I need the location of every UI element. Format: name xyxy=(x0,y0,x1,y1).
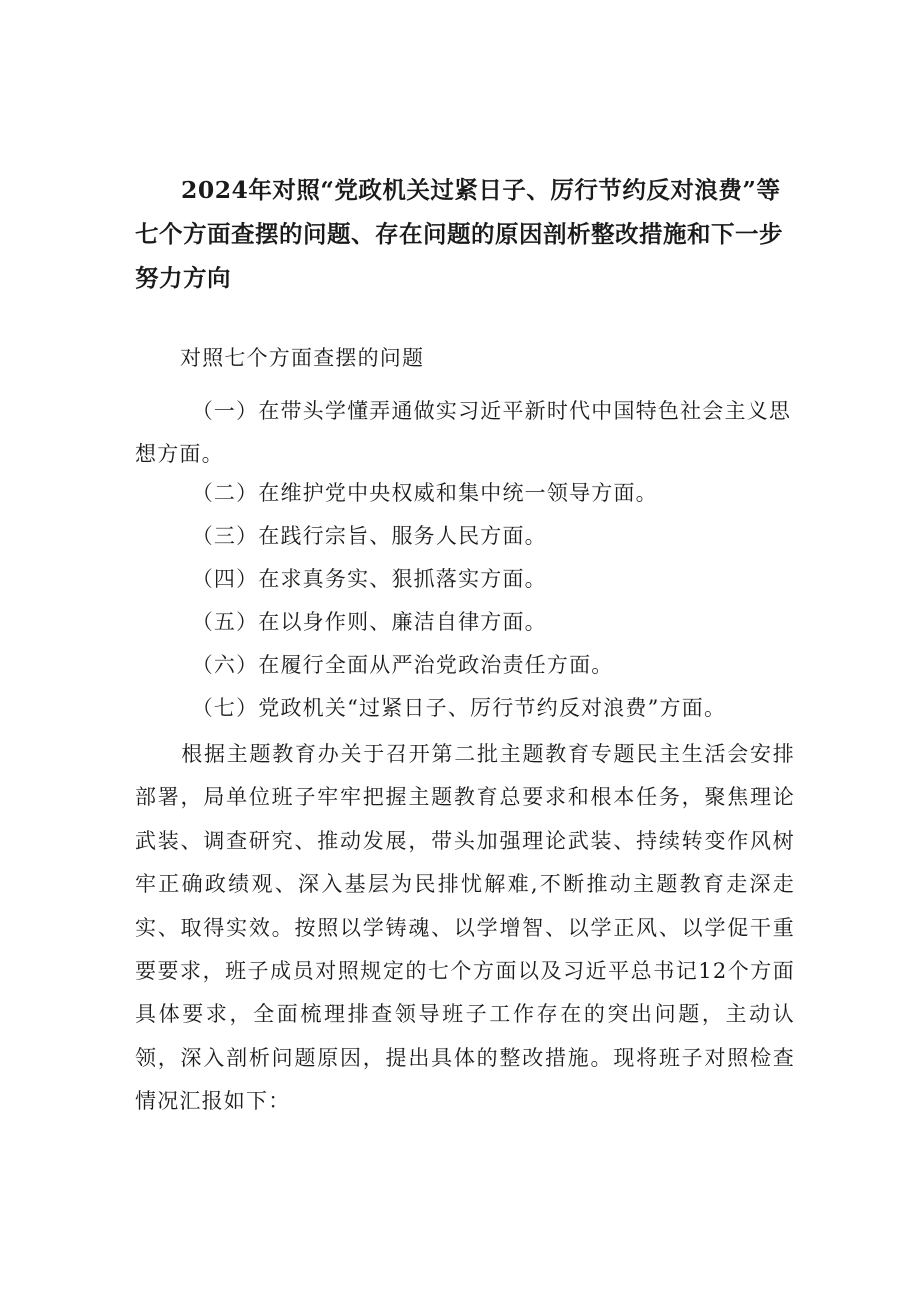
section-heading: 对照七个方面查摆的问题 xyxy=(180,346,425,370)
list-item: （七）党政机关“过紧日子、厉行节约反对浪费”方面。 xyxy=(191,696,727,720)
list-item: （六）在履行全面从严治党政治责任方面。 xyxy=(191,653,614,677)
list-item: （四）在求真务实、狠抓落实方面。 xyxy=(191,567,547,591)
list-item: （五）在以身作则、廉洁自律方面。 xyxy=(191,610,547,634)
list-item: （二）在维护党中央权威和集中统一领导方面。 xyxy=(191,481,658,505)
list-item: （三）在践行宗旨、服务人民方面。 xyxy=(191,524,547,548)
document-title: 2024年对照“党政机关过紧日子、厉行节约反对浪费”等七个方面查摆的问题、存在问题的原因剖析整改措施和下一步努力方向 xyxy=(135,176,783,292)
list-item: （一）在带头学懂弄通做实习近平新时代中国特色社会主义思想方面。 xyxy=(135,399,792,466)
body-paragraph: 根据主题教育办关于召开第二批主题教育专题民主生活会安排部署，局单位班子牢牢把握主题教育总要求和根本任务，聚焦理论武装、调查研究、推动发展，带头加强理论武装、持续转变作风树牢正确政绩观、深入基层为民排忧解难,不断推动主题教育走深走实、取得实效。按照以学铸魂、以学增智、以学正风、以学促干重要要求，班子成员对照规定的七个方面以及习近平总书记12个方面具体要求，全面梳理排查领导班子工作存在的突出问题，主动认领，深入剖析问题原因，提出具体的整改措施。现将班子对照检查情况汇报如下： xyxy=(135,742,795,1114)
